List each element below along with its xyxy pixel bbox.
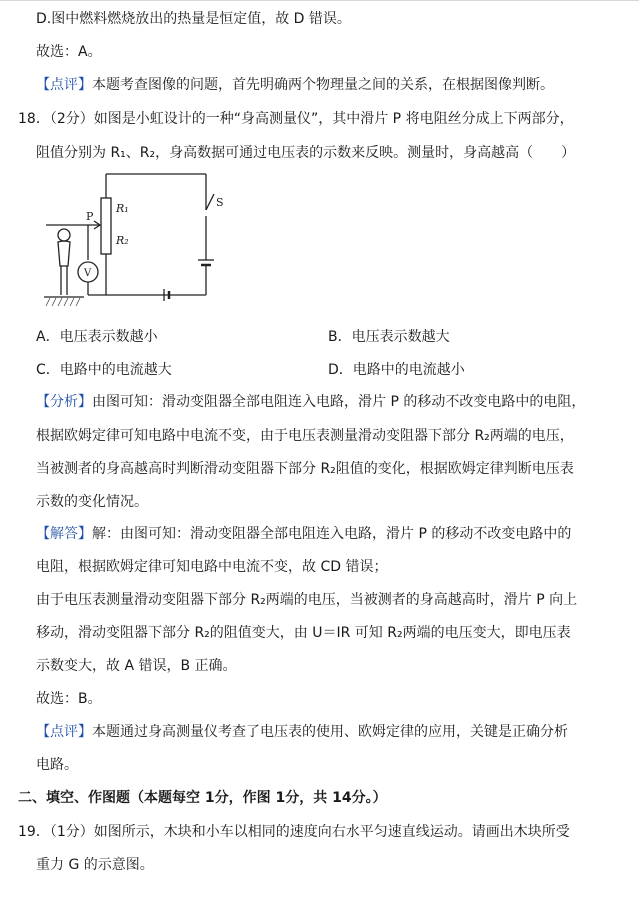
q18-stem-line2: 阻值分别为 R₁、R₂，身高数据可通过电压表的示数来反映。测量时，身高越高（ ） (36, 145, 576, 161)
q17-answer: 故选：A。 (36, 44, 102, 60)
q18-option-b: B．电压表示数越大 (328, 329, 450, 345)
solution-text: 解：由图可知：滑动变阻器全部电阻连入电路，滑片 P 的移动不改变电路中的 (92, 526, 572, 542)
q17-option-d-conclusion: D.图中燃料燃烧放出的热量是恒定值，故 D 错误。 (36, 11, 351, 27)
q18-analysis-line3: 当被测者的身高越高时判断滑动变阻器下部分 R₂阻值的变化，根据欧姆定律判断电压表 (36, 461, 574, 477)
height-meter-circuit-diagram (36, 170, 226, 310)
q18-option-c: C．电路中的电流越大 (36, 362, 172, 378)
q18-solution-line5: 示数变大，故 A 错误，B 正确。 (36, 658, 237, 674)
page-top-border (0, 0, 639, 1)
q18-option-a: A．电压表示数越小 (36, 329, 158, 345)
comment-text: 本题通过身高测量仪考查了电压表的使用、欧姆定律的应用，关键是正确分析 (92, 724, 568, 740)
comment-tag: 【点评】 (36, 724, 92, 740)
q19-stem-line1: 19．（1分）如图所示，木块和小车以相同的速度向右水平匀速直线运动。请画出木块所受 (18, 824, 570, 840)
q18-stem-line1: 18．（2分）如图是小虹设计的一种“身高测量仪”，其中滑片 P 将电阻丝分成上下两部分， (18, 111, 574, 127)
q19-stem-line2: 重力 G 的示意图。 (36, 857, 154, 873)
section-2-header: 二、填空、作图题（本题每空 1分，作图 1分，共 14分。） (18, 790, 387, 806)
label-s: S (216, 196, 224, 209)
q18-solution-line1 (36, 524, 571, 544)
label-r2: R₂ (116, 234, 129, 247)
q18-solution-line3: 由于电压表测量滑动变阻器下部分 R₂两端的电压，当被测者的身高越高时，滑片 P 向上 (36, 592, 578, 608)
q18-comment-line1 (36, 722, 568, 742)
analysis-tag: 【分析】 (36, 394, 92, 410)
label-v: V (84, 268, 92, 279)
comment-tag: 【点评】 (36, 77, 92, 93)
label-p: P (86, 210, 94, 223)
q18-solution-line4: 移动，滑动变阻器下部分 R₂的阻值变大，由 U＝IR 可知 R₂两端的电压变大，即电压表 (36, 625, 571, 641)
q18-option-d: D．电路中的电流越小 (328, 362, 465, 378)
q17-comment (36, 75, 554, 95)
label-r1: R₁ (116, 202, 129, 215)
q18-analysis-line2: 根据欧姆定律可知电路中电流不变，由于电压表测量滑动变阻器下部分 R₂两端的电压， (36, 428, 574, 444)
solution-tag: 【解答】 (36, 526, 92, 542)
analysis-text: 由图可知：滑动变阻器全部电阻连入电路，滑片 P 的移动不改变电路中的电阻， (92, 394, 586, 410)
q18-analysis-line4: 示数的变化情况。 (36, 494, 148, 510)
comment-text: 本题考查图像的问题，首先明确两个物理量之间的关系，在根据图像判断。 (92, 77, 554, 93)
q18-comment-line2: 电路。 (36, 757, 78, 773)
q18-answer: 故选：B。 (36, 691, 102, 707)
q18-analysis-line1 (36, 392, 585, 412)
q18-solution-line2: 电阻，根据欧姆定律可知电路中电流不变，故 CD 错误； (36, 559, 388, 575)
